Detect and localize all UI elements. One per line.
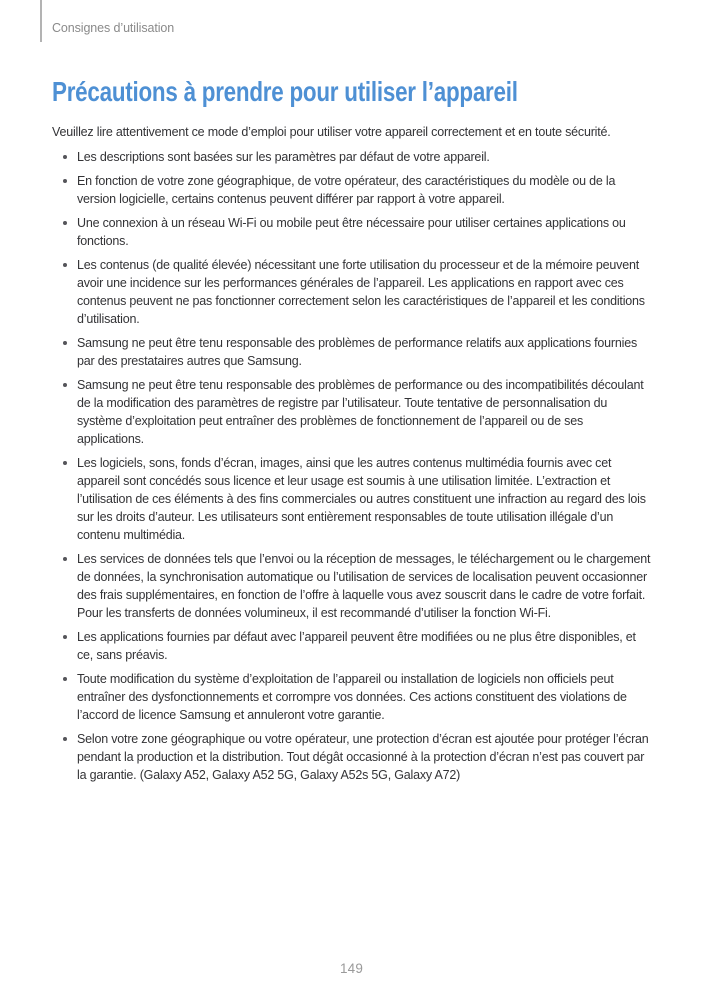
list-item [52, 550, 652, 622]
list-item-text: Les contenus (de qualité élevée) nécessitant une forte utilisation du processeur et de la mémoire peuvent avoir une incidence sur les performances générales de l’appareil. Les applications en rapport avec ces contenus peuvent ne pas fonctionner correctement selon les caractéristiques de l’appareil et les conditions d’utilisation. [77, 258, 645, 327]
list-item [52, 334, 652, 370]
precautions-list [52, 148, 652, 784]
bullet-dot-icon [63, 221, 67, 225]
chapter-marker-line [40, 0, 42, 42]
page-content [52, 76, 652, 784]
list-item [52, 148, 652, 166]
bullet-dot-icon [63, 677, 67, 681]
list-item-text: Les logiciels, sons, fonds d’écran, images, ainsi que les autres contenus multimédia fournis avec cet appareil sont concédés sous licence et leur usage est soumis à une utilisation limitée. L’extraction et l’utilisation de ces éléments à des fins commerciales ou autres constituent une infraction au regard des lois sur les droits d’auteur. Les utilisateurs sont entièrement responsables de toute utilisation illégale d’un contenu multimédia. [77, 456, 646, 543]
chapter-breadcrumb: Consignes d’utilisation [52, 21, 175, 35]
bullet-dot-icon [63, 737, 67, 741]
list-item-text: Une connexion à un réseau Wi-Fi ou mobile peut être nécessaire pour utiliser certaines applications ou fonctions. [77, 216, 626, 249]
list-item [52, 628, 652, 664]
bullet-dot-icon [63, 461, 67, 465]
bullet-dot-icon [63, 179, 67, 183]
bullet-dot-icon [63, 635, 67, 639]
bullet-dot-icon [63, 341, 67, 345]
list-item-text: Toute modification du système d’exploitation de l’appareil ou installation de logiciels non officiels peut entraîner des dysfonctionnements et corrompre vos données. Ces actions constituent des violations de l’accord de licence Samsung et annuleront votre garantie. [77, 672, 627, 723]
list-item [52, 454, 652, 544]
bullet-dot-icon [63, 557, 67, 561]
list-item-text: Samsung ne peut être tenu responsable des problèmes de performance relatifs aux applications fournies par des prestataires autres que Samsung. [77, 336, 638, 369]
list-item [52, 256, 652, 328]
bullet-dot-icon [63, 263, 67, 267]
intro-paragraph: Veuillez lire attentivement ce mode d’emploi pour utiliser votre appareil correctement et en toute sécurité. [52, 125, 611, 140]
list-item-text: En fonction de votre zone géographique, de votre opérateur, des caractéristiques du modèle ou de la version logicielle, certains contenus peuvent différer par rapport à votre appareil. [77, 174, 616, 207]
list-item [52, 214, 652, 250]
list-item [52, 376, 652, 448]
list-item [52, 670, 652, 724]
list-item-text: Samsung ne peut être tenu responsable des problèmes de performance ou des incompatibilités découlant de la modification des paramètres de registre par l’utilisateur. Toute tentative de personnalisation du système d’exploitation peut entraîner des problèmes de fonctionnement de l’appareil ou de ses applications. [77, 378, 644, 447]
list-item-text: Selon votre zone géographique ou votre opérateur, une protection d’écran est ajoutée pour protéger l’écran pendant la production et la distribution. Tout dégât occasionné à la protection d’écran n’est pas couvert par la garantie. (Galaxy A52, Galaxy A52 5G, Galaxy A52s 5G, Galaxy A72) [77, 732, 649, 783]
page-title: Précautions à prendre pour utiliser l’appareil [52, 76, 518, 107]
bullet-dot-icon [63, 155, 67, 159]
list-item-text: Les applications fournies par défaut avec l’appareil peuvent être modifiées ou ne plus être disponibles, et ce, sans préavis. [77, 630, 636, 663]
bullet-dot-icon [63, 383, 67, 387]
list-item-text: Les services de données tels que l’envoi ou la réception de messages, le téléchargement ou le chargement de données, la synchronisation automatique ou l’utilisation de services de localisation peuvent occasionner des frais supplémentaires, en fonction de l’offre à laquelle vous avez souscrit dans le cadre de votre forfait. Pour les transferts de données volumineux, il est recommandé d’utiliser la fonction Wi-Fi. [77, 552, 651, 621]
list-item [52, 172, 652, 208]
list-item-text: Les descriptions sont basées sur les paramètres par défaut de votre appareil. [77, 150, 490, 165]
list-item [52, 730, 652, 784]
page-number: 149 [339, 961, 364, 976]
